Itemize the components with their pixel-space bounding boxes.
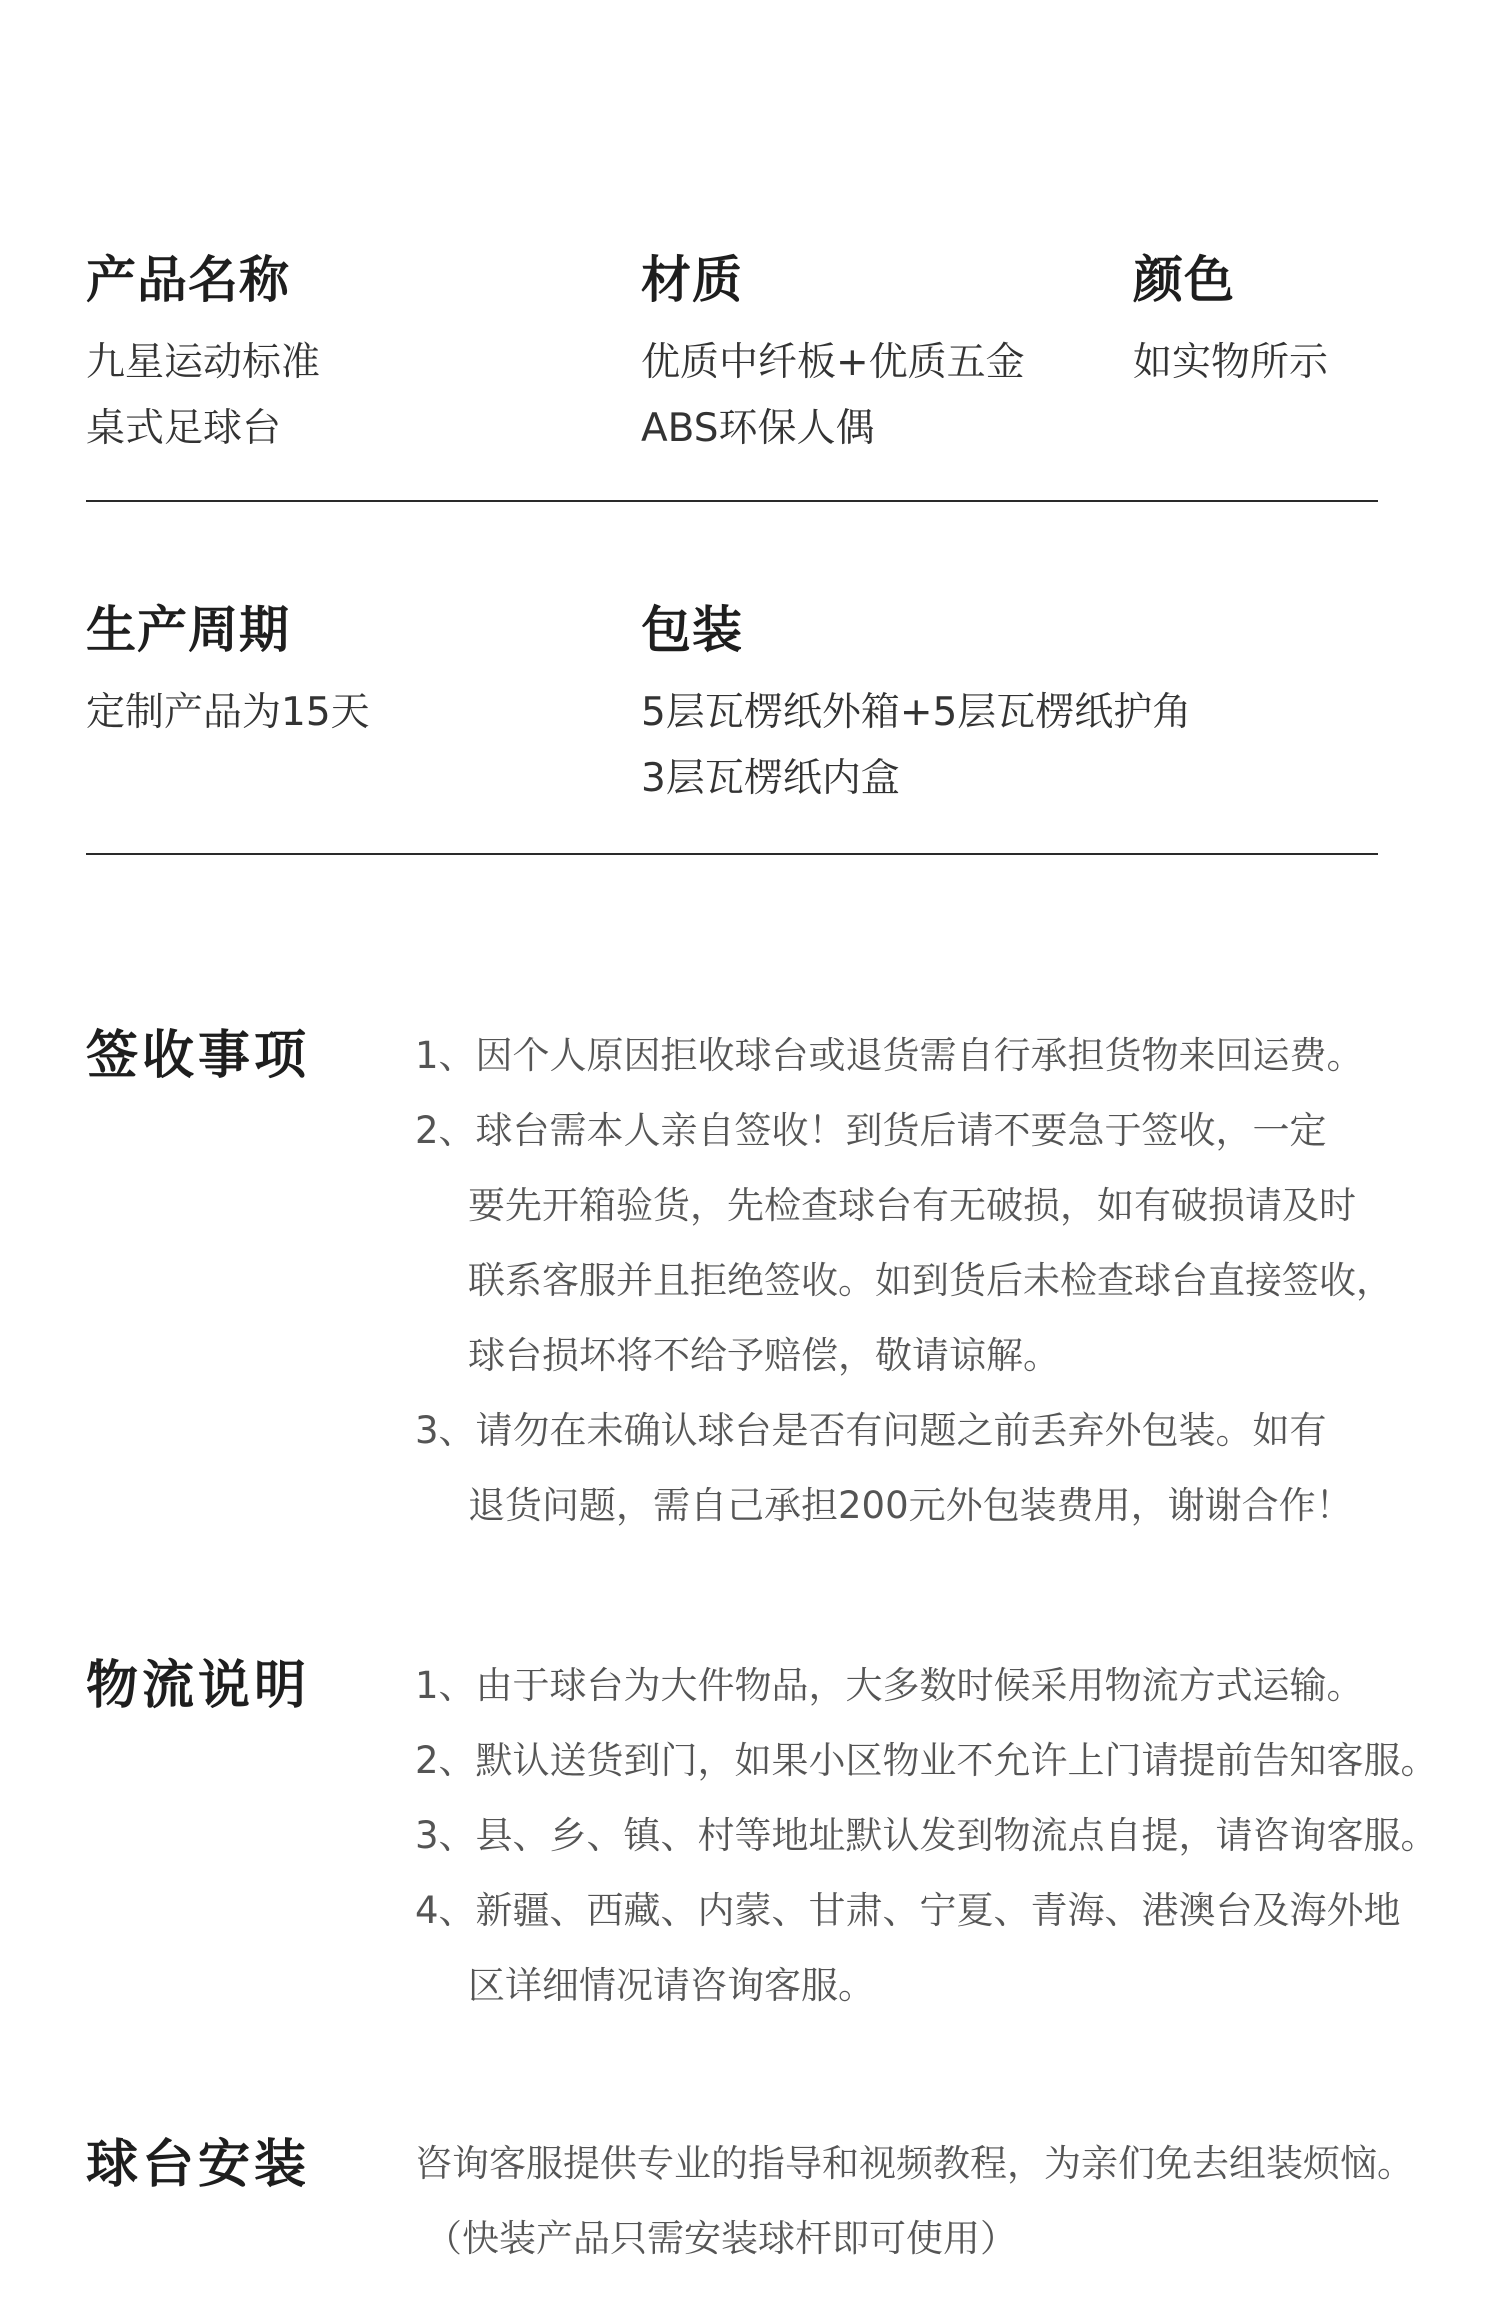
section-line: 退货问题，需自己承担200元外包装费用，谢谢合作！ bbox=[468, 1484, 1353, 1527]
spec-label-material: 材质 bbox=[641, 251, 743, 309]
divider bbox=[86, 853, 1378, 855]
section-line: 2、球台需本人亲自签收！到货后请不要急于签收，一定 bbox=[415, 1109, 1327, 1152]
section-title-delivery-receipt: 签收事项 bbox=[86, 1026, 311, 1086]
spec-value-production-cycle bbox=[86, 680, 370, 746]
spec-value-product-name bbox=[86, 330, 320, 462]
section-line: 2、默认送货到门，如果小区物业不允许上门请提前告知客服。 bbox=[415, 1739, 1438, 1782]
section-line: 3、请勿在未确认球台是否有问题之前丢弃外包装。如有 bbox=[415, 1409, 1327, 1452]
divider bbox=[86, 500, 1378, 502]
spec-value-material bbox=[641, 330, 1025, 462]
section-line: （快装产品只需安装球杆即可使用） bbox=[425, 2217, 1017, 2260]
spec-label-production-cycle: 生产周期 bbox=[86, 601, 290, 659]
section-line: 1、由于球台为大件物品，大多数时候采用物流方式运输。 bbox=[415, 1664, 1364, 1707]
section-line: 咨询客服提供专业的指导和视频教程，为亲们免去组装烦恼。 bbox=[415, 2142, 1414, 2185]
spec-label-packaging: 包装 bbox=[641, 601, 743, 659]
spec-label-product-name: 产品名称 bbox=[86, 251, 290, 309]
spec-value-line: 九星运动标准 bbox=[86, 340, 321, 385]
section-line: 区详细情况请咨询客服。 bbox=[468, 1964, 875, 2007]
section-line: 球台损坏将不给予赔偿，敬请谅解。 bbox=[468, 1334, 1060, 1377]
spec-value-line: 定制产品为15天 bbox=[86, 690, 370, 735]
spec-value-packaging bbox=[641, 680, 1191, 812]
section-title-installation: 球台安装 bbox=[86, 2135, 311, 2195]
section-title-logistics: 物流说明 bbox=[86, 1656, 311, 1716]
section-line: 要先开箱验货，先检查球台有无破损，如有破损请及时 bbox=[468, 1184, 1356, 1227]
spec-value-color bbox=[1133, 330, 1328, 396]
section-line: 4、新疆、西藏、内蒙、甘肃、宁夏、青海、港澳台及海外地 bbox=[415, 1889, 1401, 1932]
spec-value-line: 优质中纤板+优质五金 bbox=[641, 340, 1025, 385]
spec-value-line: 如实物所示 bbox=[1133, 340, 1329, 385]
section-line: 联系客服并且拒绝签收。如到货后未检查球台直接签收， bbox=[468, 1259, 1393, 1302]
section-line: 1、因个人原因拒收球台或退货需自行承担货物来回运费。 bbox=[415, 1034, 1364, 1077]
spec-value-line: 桌式足球台 bbox=[86, 406, 282, 451]
spec-value-line: 3层瓦楞纸内盒 bbox=[641, 756, 900, 801]
spec-value-line: 5层瓦楞纸外箱+5层瓦楞纸护角 bbox=[641, 690, 1192, 735]
spec-value-line: ABS环保人偶 bbox=[641, 406, 875, 451]
spec-label-color: 颜色 bbox=[1133, 251, 1235, 309]
section-line: 3、县、乡、镇、村等地址默认发到物流点自提，请咨询客服。 bbox=[415, 1814, 1438, 1857]
